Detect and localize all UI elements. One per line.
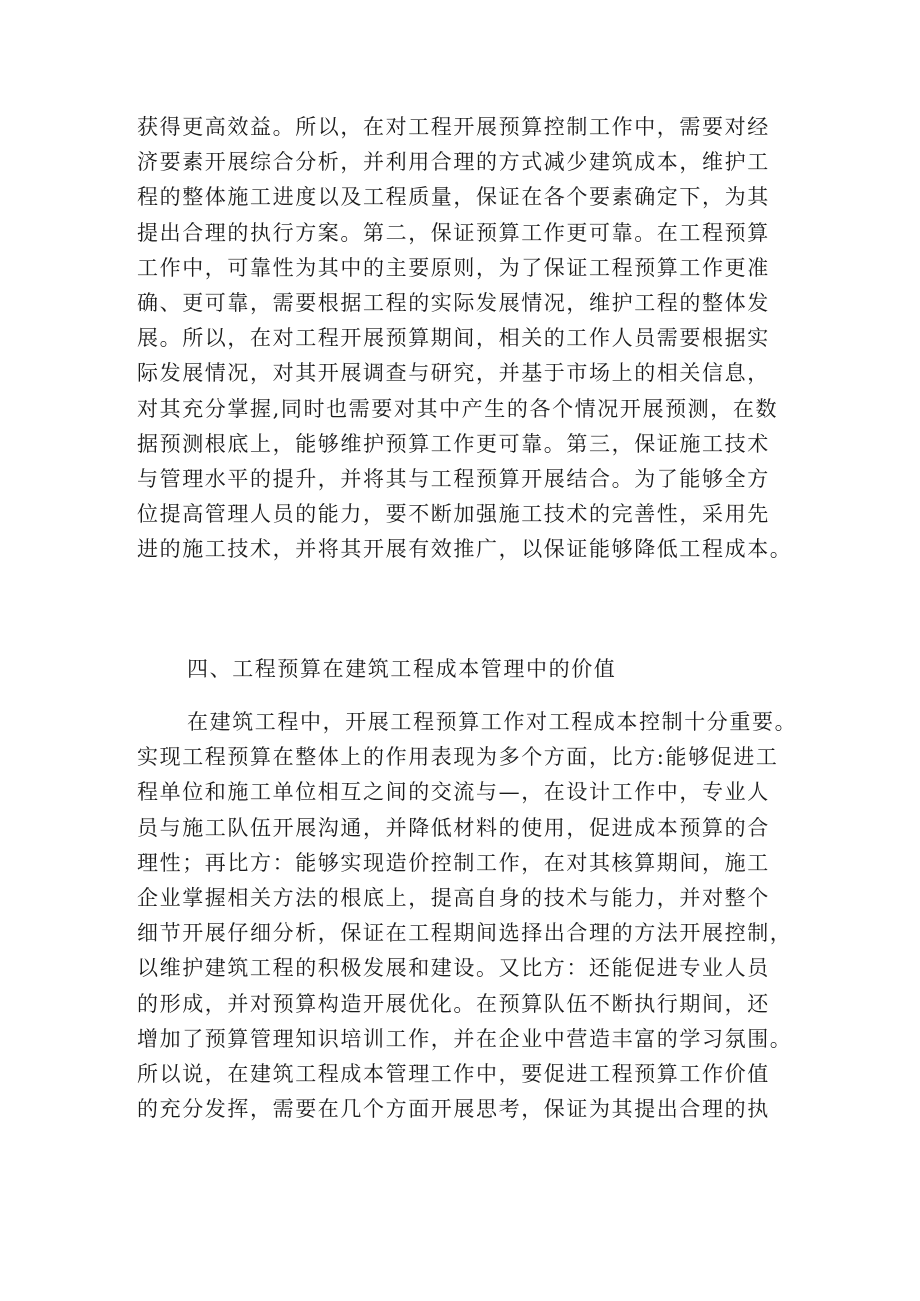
- text-line: 对其充分掌握,同时也需要对其中产生的各个情况开展预测，在数: [137, 396, 779, 421]
- text-line: 际发展情况，对其开展调查与研究，并基于市场上的相关信息，: [137, 361, 770, 386]
- text-line: 展。所以，在对工程开展预算期间，相关的工作人员需要根据实: [137, 326, 770, 351]
- text-line: 提出合理的执行方案。第二，保证预算工作更可靠。在工程预算: [137, 220, 770, 245]
- text-line: 据预测根底上，能够维护预算工作更可靠。第三，保证施工技术: [137, 431, 770, 456]
- paragraph-value-of-budget: [137, 705, 807, 1127]
- text-line: 的形成，并对预算构造开展优化。在预算队伍不断执行期间，还: [137, 991, 770, 1016]
- text-line: 增加了预算管理知识培训工作，并在企业中营造丰富的学习氛围。: [137, 1026, 793, 1051]
- section-heading: [137, 652, 807, 687]
- text-line: 位提高管理人员的能力，要不断加强施工技术的完善性，采用先: [137, 502, 770, 527]
- text-line: 的充分发挥，需要在几个方面开展思考，保证为其提出合理的执: [137, 1097, 770, 1122]
- text-line: 进的施工技术，并将其开展有效推广，以保证能够降低工程成本。: [137, 537, 793, 562]
- section-heading-text: 四、工程预算在建筑工程成本管理中的价值: [187, 657, 617, 681]
- text-line: 员与施工队伍开展沟通，并降低材料的使用，促进成本预算的合: [137, 815, 770, 840]
- text-line: 所以说，在建筑工程成本管理工作中，要促进工程预算工作价值: [137, 1061, 770, 1086]
- text-line: 工作中，可靠性为其中的主要原则，为了保证工程预算工作更准: [137, 255, 770, 280]
- paragraph-budget-reliability: [137, 110, 807, 567]
- text-line: 与管理水平的提升，并将其与工程预算开展结合。为了能够全方: [137, 466, 770, 491]
- text-line: 实现工程预算在整体上的作用表现为多个方面，比方:能够促进工: [137, 745, 779, 770]
- text-line: 确、更可靠，需要根据工程的实际发展情况，维护工程的整体发: [137, 290, 770, 315]
- text-line: 获得更高效益。所以，在对工程开展预算控制工作中，需要对经: [137, 115, 770, 139]
- text-line: 以维护建筑工程的积极发展和建设。又比方：还能促进专业人员: [137, 956, 770, 981]
- text-line: 程单位和施工单位相互之间的交流与—，在设计工作中，专业人: [137, 780, 770, 805]
- text-line: 理性；再比方：能够实现造价控制工作，在对其核算期间，施工: [137, 850, 770, 875]
- text-line: 程的整体施工进度以及工程质量，保证在各个要素确定下，为其: [137, 185, 770, 210]
- text-line: 细节开展仔细分析，保证在工程期间选择出合理的方法开展控制，: [137, 921, 793, 946]
- text-line: 济要素开展综合分析，并利用合理的方式减少建筑成本，维护工: [137, 150, 770, 175]
- text-line: 在建筑工程中，开展工程预算工作对工程成本控制十分重要。: [187, 710, 798, 734]
- text-line: 企业掌握相关方法的根底上，提高自身的技术与能力，并对整个: [137, 885, 770, 910]
